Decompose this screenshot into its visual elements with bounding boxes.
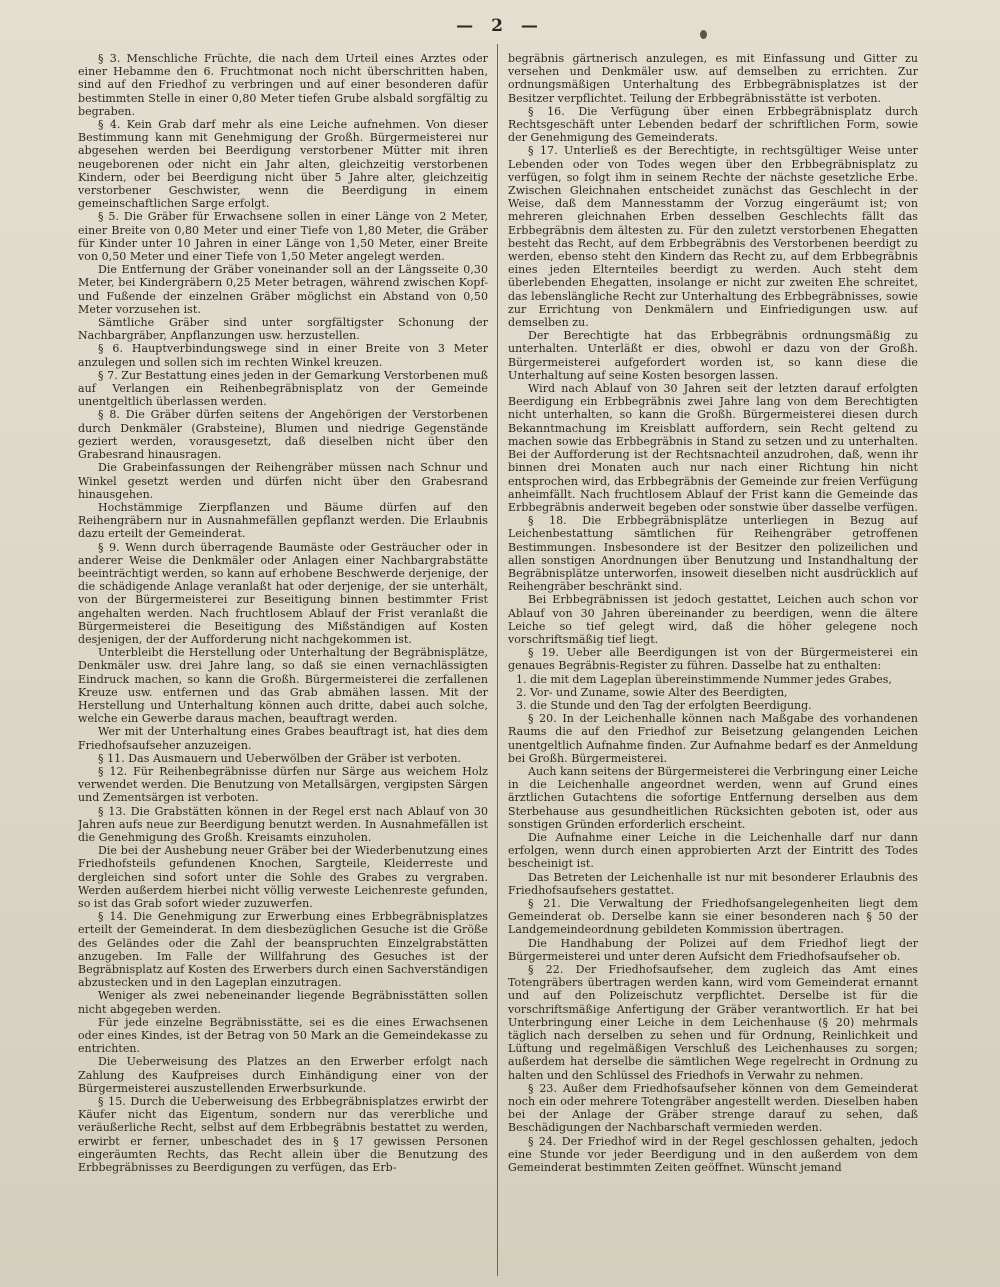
paragraph: begräbnis gärtnerisch anzulegen, es mit Einfassung und Gitter zu versehen und Denkmäler usw. auf demselben zu errichten. Zur ordnungsmäßigen Unterhaltung des Erbbegräbnisplatzes ist der Besitzer verpflichtet. Teilung der Erbbegräbnisstätte ist verboten. [508, 52, 918, 105]
paragraph: § 8. Die Gräber dürfen seitens der Angehörigen der Verstorbenen durch Denkmäler (Grabsteine), Blumen und niedrige Gegenstände geziert werden, vorausgesetzt, daß dieselben nicht über den Grabesrand hinausragen. [78, 408, 488, 462]
page-number: — 2 — [456, 16, 544, 36]
paragraph: § 6. Hauptverbindungswege sind in einer Breite von 3 Meter anzulegen und sollen sich im rechten Winkel kreuzen. [78, 342, 488, 369]
register-list-item: 1. die mit dem Lageplan übereinstimmende Nummer jedes Grabes, [516, 672, 892, 686]
paragraph: Wird nach Ablauf von 30 Jahren seit der letzten darauf erfolgten Beerdigung ein Erbbegräbnis zwei Jahre lang von dem Berechtigten nicht unterhalten, so kann die Großh. Bürgermeisterei diesen durch Bekanntmachung im Kreisblatt auffordern, sein Recht geltend zu machen sowie das Erbbegräbnis in Stand zu setzen und zu unterhalten. Bei der Aufforderung ist der Rechtsnachteil anzudrohen, daß, wenn ihr binnen drei Monaten auch nur nach einer Richtung hin nicht entsprochen wird, das Erbbegräbnis der Gemeinde zur freien Verfügung anheimfällt. Nach fruchtlosem Ablauf der Frist kann die Gemeinde das Erbbegräbnis anderweit begeben oder sonstwie über dasselbe verfügen. [508, 382, 918, 514]
column-divider [497, 44, 498, 1276]
paragraph: Hochstämmige Zierpflanzen und Bäume dürfen auf den Reihengräbern nur in Ausnahmefällen gepflanzt werden. Die Erlaubnis dazu erteilt der Gemeinderat. [78, 500, 488, 541]
paragraph: Auch kann seitens der Bürgermeisterei die Verbringung einer Leiche in die Leichenhalle angeordnet werden, wenn auf Grund eines ärztlichen Gutachtens die sofortige Entfernung derselben aus dem Sterbehause aus gesundheitlichen Rücksichten geboten ist, oder aus sonstigen Gründen erforderlich erscheint. [508, 764, 918, 831]
paragraph: § 7. Zur Bestattung eines jeden in der Gemarkung Verstorbenen muß auf Verlangen ein Reihenbegräbnisplatz von der Gemeinde unentgeltlich überlassen werden. [78, 368, 488, 409]
paragraph: Unterbleibt die Herstellung oder Unterhaltung der Begräbnisplätze, Denkmäler usw. drei Jahre lang, so daß sie einen vernachlässigten Eindruck machen, so kann die Großh. Bürgermeisterei die zerfallenen Kreuze usw. entfernen und das Grab abmähen lassen. Mit der Herstellung und Unterhaltung können auch dritte, dabei auch solche, welche ein Gewerbe daraus machen, beauftragt werden. [78, 646, 488, 726]
paragraph: Die Handhabung der Polizei auf dem Friedhof liegt der Bürgermeisterei und unter deren Aufsicht dem Friedhofsaufseher ob. [508, 936, 918, 963]
paragraph: Für jede einzelne Begräbnisstätte, sei es die eines Erwachsenen oder eines Kindes, ist der Betrag von 50 Mark an die Gemeindekasse zu entrichten. [78, 1015, 488, 1056]
register-list-item: 3. die Stunde und den Tag der erfolgten Beerdigung. [516, 698, 812, 712]
paragraph: § 21. Die Verwaltung der Friedhofsangelegenheiten liegt dem Gemeinderat ob. Derselbe kann sie einer besonderen nach § 50 der Landgemeindeordnung gebildeten Kommission übertragen. [508, 897, 918, 937]
paragraph: § 15. Durch die Ueberweisung des Erbbegräbnisplatzes erwirbt der Käufer nicht das Eigentum, sondern nur das vererbliche und veräußerliche Recht, selbst auf dem Erbbegräbnis bestattet zu werden, erwirbt er ferner, unbeschadet des in § 17 gewissen Personen eingeräumten Rechts, das Recht allein über die Benutzung des Erbbegräbnisses zu Beerdigungen zu verfügen, das Erb- [78, 1095, 488, 1175]
paragraph: Das Betreten der Leichenhalle ist nur mit besonderer Erlaubnis des Friedhofsaufsehers gestattet. [508, 870, 918, 897]
paragraph: Die bei der Aushebung neuer Gräber bei der Wiederbenutzung eines Friedhofsteils gefundenen Knochen, Sargteile, Kleiderreste und dergleichen sind sofort unter die Sohle des Grabes zu vergraben. Werden außerdem hierbei nicht völlig verweste Leichenreste gefunden, so ist das Grab sofort wieder zuzuwerfen. [78, 844, 488, 910]
paragraph: § 12. Für Reihenbegräbnisse dürfen nur Särge aus weichem Holz verwendet werden. Die Benutzung von Metallsärgen, vergipsten Särgen und Zementsärgen ist verboten. [78, 764, 488, 805]
paragraph: § 11. Das Ausmauern und Ueberwölben der Gräber ist verboten. [98, 751, 462, 765]
right-column [508, 52, 918, 1272]
left-column [78, 52, 488, 1272]
paragraph: § 18. Die Erbbegräbnisplätze unterliegen in Bezug auf Leichenbestattung sämtlichen für Reihengräber getroffenen Bestimmungen. Insbesondere ist der Besitzer den polizeilichen und allen sonstigen Anordnungen über Benutzung und Instandhaltung der Begräbnisplätze unterworfen, insoweit dieselben nicht ausdrücklich auf Reihengräber beschränkt sind. [508, 514, 918, 594]
paragraph: Der Berechtigte hat das Erbbegräbnis ordnungsmäßig zu unterhalten. Unterläßt er dies, obwohl er dazu von der Großh. Bürgermeisterei aufgefordert worden ist, so kann diese die Unterhaltung auf seine Kosten besorgen lassen. [508, 329, 918, 382]
paragraph: Sämtliche Gräber sind unter sorgfältigster Schonung der Nachbargräber, Anpflanzungen usw. herzustellen. [78, 316, 488, 343]
paragraph: § 16. Die Verfügung über einen Erbbegräbnisplatz durch Rechtsgeschäft unter Lebenden bedarf der schriftlichen Form, sowie der Genehmigung des Gemeinderats. [508, 104, 918, 145]
paragraph: Die Aufnahme einer Leiche in die Leichenhalle darf nur dann erfolgen, wenn durch einen approbierten Arzt der Eintritt des Todes bescheinigt ist. [508, 830, 918, 871]
paragraph: Weniger als zwei nebeneinander liegende Begräbnisstätten sollen nicht abgegeben werden. [78, 989, 488, 1016]
paragraph: § 3. Menschliche Früchte, die nach dem Urteil eines Arztes oder einer Hebamme den 6. Fruchtmonat noch nicht überschritten haben, sind auf den Friedhof zu verbringen und auf einer besonderen dafür bestimmten Stelle in einer 0,80 Meter tiefen Grube alsbald sorgfältig zu begraben. [78, 52, 488, 118]
paragraph: § 23. Außer dem Friedhofsaufseher können von dem Gemeinderat noch ein oder mehrere Totengräber angestellt werden. Dieselben haben bei der Anlage der Gräber strenge darauf zu sehen, daß Beschädigungen der Nachbarschaft vermieden werden. [508, 1081, 918, 1135]
paragraph: § 13. Die Grabstätten können in der Regel erst nach Ablauf von 30 Jahren aufs neue zur Beerdigung benutzt werden. In Ausnahmefällen ist die Genehmigung des Großh. Kreisamts einzuholen. [78, 804, 488, 844]
paragraph: § 4. Kein Grab darf mehr als eine Leiche aufnehmen. Von dieser Bestimmung kann mit Genehmigung der Großh. Bürgermeisterei nur abgesehen werden bei Beerdigung verstorbener Mütter mit ihren neugeborenen oder nicht ein Jahr alten, gleichzeitig verstorbenen Kindern, oder bei Beerdigung nicht über 5 Jahre alter, gleichzeitig verstorbener Geschwister, wenn die Beerdigung in einem gemeinschaftlichen Sarge erfolgt. [78, 118, 488, 211]
paragraph: § 17. Unterließ es der Berechtigte, in rechtsgültiger Weise unter Lebenden oder von Todes wegen über den Erbbegräbnisplatz zu verfügen, so folgt ihm in seinem Rechte der nächste gesetzliche Erbe. Zwischen Gleichnahen entscheidet zunächst das Geschlecht in der Weise, daß dem Mannesstamm der Vorzug eingeräumt ist; von mehreren gleichnahen Erben desselben Geschlechts fällt das Erbbegräbnis dem ältesten zu. Für den zuletzt verstorbenen Ehegatten besteht das Recht, auf dem Erbbegräbnis des Verstorbenen beerdigt zu werden, ebenso steht den Kindern das Recht zu, auf dem Erbbegräbnis eines jeden Elternteiles beerdigt zu werden. Auch steht dem überlebenden Ehegatten, insolange er nicht zur zweiten Ehe schreitet, das lebenslängliche Recht zur Unterhaltung des Erbbegräbnisses, sowie zur Errichtung von Denkmälern und Einfriedigungen usw. auf demselben zu. [508, 144, 918, 330]
paragraph: Die Ueberweisung des Platzes an den Erwerber erfolgt nach Zahlung des Kaufpreises durch Einhändigung einer von der Bürgermeisterei auszustellenden Erwerbsurkunde. [78, 1055, 488, 1095]
paragraph: § 5. Die Gräber für Erwachsene sollen in einer Länge von 2 Meter, einer Breite von 0,80 Meter und einer Tiefe von 1,80 Meter, die Gräber für Kinder unter 10 Jahren in einer Länge von 1,50 Meter, einer Breite von 0,50 Meter und einer Tiefe von 1,50 Meter angelegt werden. [78, 210, 488, 264]
paragraph: § 20. In der Leichenhalle können nach Maßgabe des vorhandenen Raums die auf den Friedhof zur Beisetzung gelangenden Leichen unentgeltlich Aufnahme finden. Zur Aufnahme bedarf es der Anmeldung bei Großh. Bürgermeisterei. [508, 712, 918, 765]
paragraph: § 9. Wenn durch überragende Baumäste oder Gesträucher oder in anderer Weise die Denkmäler oder Anlagen einer Nachbargrabstätte beeinträchtigt werden, so kann auf erhobene Beschwerde derjenige, der die schädigende Anlage veranlaßt hat oder derjenige, der sie unterhält, von der Bürgermeisterei zur Beseitigung binnen bestimmter Frist angehalten werden. Nach fruchtlosem Ablauf der Frist veranlaßt die Bürgermeisterei die Beseitigung des Mißständigen auf Kosten desjenigen, der der Aufforderung nicht nachgekommen ist. [78, 540, 488, 646]
ink-stain [700, 30, 707, 39]
register-list-item: 2. Vor- und Zuname, sowie Alter des Beerdigten, [516, 685, 788, 699]
paragraph: § 22. Der Friedhofsaufseher, dem zugleich das Amt eines Totengräbers übertragen werden kann, wird vom Gemeinderat ernannt und auf den Polizeischutz verpflichtet. Derselbe ist für die vorschriftsmäßige Anfertigung der Gräber verantwortlich. Er hat bei Unterbringung einer Leiche in dem Leichenhause (§ 20) mehrmals täglich nach derselben zu sehen und für Ordnung, Reinlichkeit und Lüftung und regelmäßigen Verschluß des Leichenhauses zu sorgen; außerdem hat derselbe die sämtlichen Wege regelrecht in Ordnung zu halten und den Schlüssel des Friedhofs in Verwahr zu nehmen. [508, 963, 918, 1082]
paragraph: Die Grabeinfassungen der Reihengräber müssen nach Schnur und Winkel gesetzt werden und dürfen nicht über den Grabesrand hinausgehen. [78, 461, 488, 501]
paragraph: § 19. Ueber alle Beerdigungen ist von der Bürgermeisterei ein genaues Begräbnis-Register zu führen. Dasselbe hat zu enthalten: [508, 646, 918, 673]
paragraph: § 24. Der Friedhof wird in der Regel geschlossen gehalten, jedoch eine Stunde vor jeder Beerdigung und in den außerdem von dem Gemeinderat bestimmten Zeiten geöffnet. Wünscht jemand [508, 1134, 918, 1175]
paragraph: § 14. Die Genehmigung zur Erwerbung eines Erbbegräbnisplatzes erteilt der Gemeinderat. In dem diesbezüglichen Gesuche ist die Größe des Geländes oder die Zahl der beanspruchten Einzelgrabstätten anzugeben. Im Falle der Willfahrung des Gesuches ist der Begräbnisplatz auf Kosten des Erwerbers durch einen Sachverständigen abzustecken und in den Lageplan einzutragen. [78, 910, 488, 990]
paragraph: Wer mit der Unterhaltung eines Grabes beauftragt ist, hat dies dem Friedhofsaufseher anzuzeigen. [78, 725, 488, 752]
paragraph: Die Entfernung der Gräber voneinander soll an der Längsseite 0,30 Meter, bei Kindergräbern 0,25 Meter betragen, während zwischen Kopf- und Fußende der einzelnen Gräber möglichst ein Abstand von 0,50 Meter vorzusehen ist. [78, 263, 488, 316]
paragraph: Bei Erbbegräbnissen ist jedoch gestattet, Leichen auch schon vor Ablauf von 30 Jahren übereinander zu beerdigen, wenn die ältere Leiche so tief gelegt wird, daß die höher gelegene noch vorschriftsmäßig tief liegt. [508, 593, 918, 646]
